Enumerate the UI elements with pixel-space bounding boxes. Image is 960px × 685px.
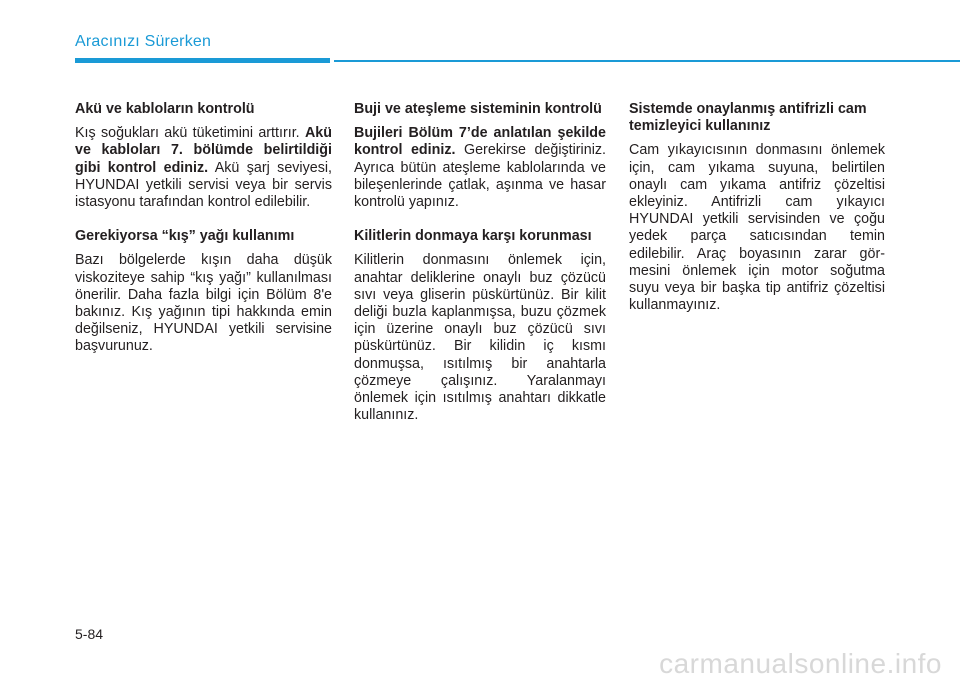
header-rule-accent xyxy=(75,58,330,63)
paragraph-washer-antifreeze: Cam yıkayıcısının donmasını önlemek için, cam yıkama suyuna, belirtilen onaylı cam yıkama antifriz çözeltisi ekleyiniz. Antifrizli cam yıkayıcı HYUNDAI yetkili servisinden ve çoğu yedek parça satıcısından temin edilebilir. Araç boyasının zarar görmesini önlemek için motor soğutma suyu veya bir başka tip antifriz çözeltisi kullanmayınız. xyxy=(629,142,885,314)
header-rule-line xyxy=(334,60,960,62)
paragraph-winter-oil: Bazı bölgelerde kışın daha düşük viskoziteye sahip “kış yağı” kullanılması önerilir. Daha fazla bilgi için Bölüm 8'e bakınız. Kış yağının tipi hakkında emin değilseniz, HYUNDAI yetkili servisine başvurunuz. xyxy=(75,252,332,355)
paragraph-spark-plug-check xyxy=(354,125,606,211)
text-column-3 xyxy=(629,101,885,331)
heading-battery-check: Akü ve kabloların kontrolü xyxy=(75,101,255,117)
paragraph-lock-freeze: Kilitlerin donmasını önlemek için, anahtar deliklerine onaylı buz çözücü sıvı veya gliserin püskürtünüz. Bir kilit deliği buzla kaplanmışsa, buzu çözmek için üzerine onaylı buz çözücü sıvı püskürtünüz. Bir kilidin iç kısmı donmuşsa, ısıtılmış bir anahtarla çözmeye çalışınız. Yaralanmayı önlemek için ısıtılmış anahtarı dikkatle kullanınız. xyxy=(354,252,606,424)
section-title: Aracınızı Sürerken xyxy=(75,33,212,50)
page-number: 5-84 xyxy=(75,626,104,642)
spark-plug-rest-text: Gerekirse değiştiriniz. Ayrıca bütün ateşleme kablolarında ve bileşenlerinde çatlak, aşınma ve hasar kontrolü yapınız. xyxy=(354,142,606,211)
text-column-1 xyxy=(75,101,332,373)
battery-intro-text: Kış soğukları akü tüketimini arttırır. xyxy=(75,125,300,142)
battery-rest-text: Akü şarj seviyesi, HYUNDAI yetkili servisi veya bir servis istasyonu tarafından kontrol edilebilir. xyxy=(75,159,332,211)
text-column-2 xyxy=(354,101,606,441)
paragraph-battery-check xyxy=(75,125,332,211)
heading-lock-freeze: Kilitlerin donmaya karşı korunması xyxy=(354,228,592,245)
battery-bold-text: Akü ve kabloları 7. bölümde belirtildiği gibi kontrol ediniz. xyxy=(75,125,332,176)
watermark: carmanualsonline.info xyxy=(659,648,942,679)
heading-winter-oil: Gerekiyorsa “kış” yağı kullanımı xyxy=(75,228,295,245)
heading-washer-antifreeze: Sistemde onaylanmış antifrizli cam temizleyici kullanınız xyxy=(629,101,867,135)
heading-spark-plug-check: Buji ve ateşleme sisteminin kontrolü xyxy=(354,101,602,117)
spark-plug-bold-text: Bujileri Bölüm 7’de anlatılan şekilde kontrol ediniz. xyxy=(354,125,606,159)
